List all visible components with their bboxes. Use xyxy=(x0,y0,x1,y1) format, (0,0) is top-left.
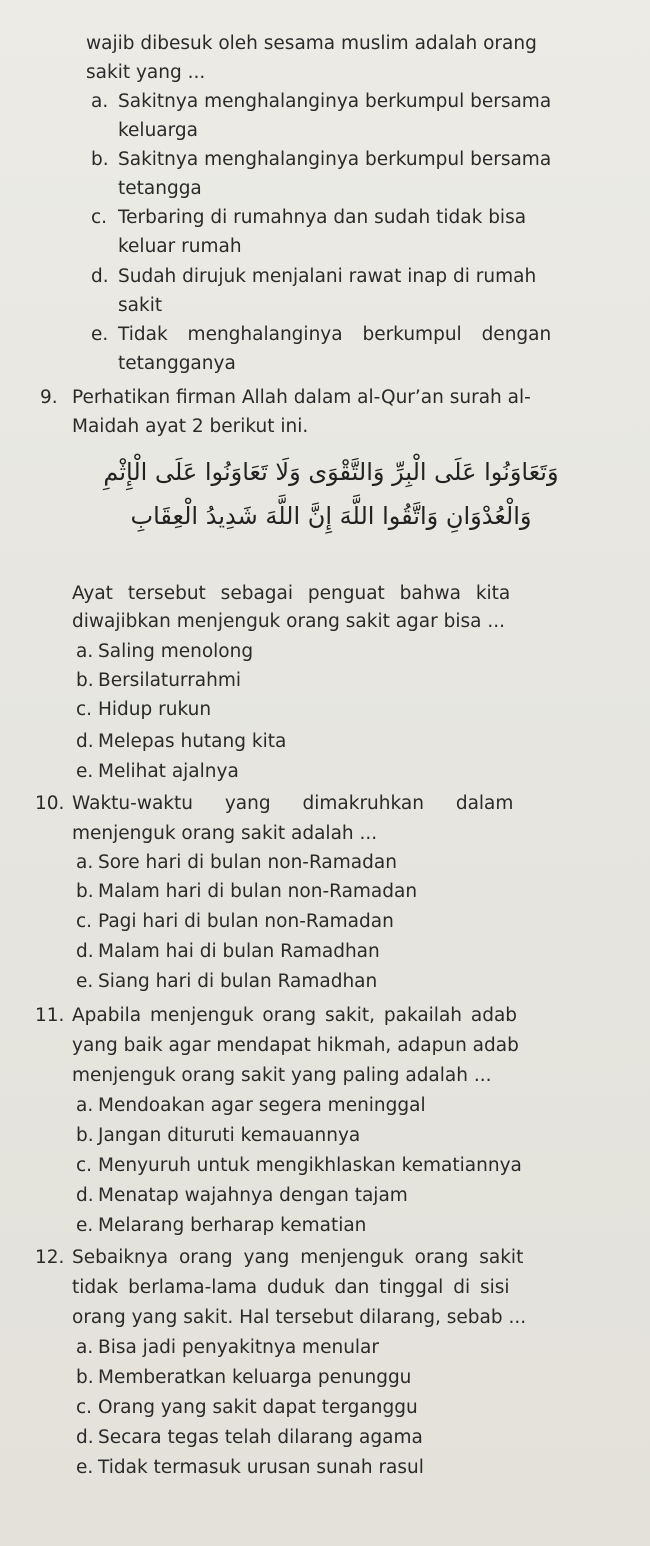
q11-option-a-text: Mendoakan agar segera meninggal xyxy=(98,1095,426,1116)
q12-option-c-letter: c. xyxy=(76,1397,93,1418)
q8-option-c-letter: c. xyxy=(91,207,108,228)
q9-stem-line-1: Perhatikan firman Allah dalam al-Qur’an surah al- xyxy=(72,387,531,408)
q10-option-a-letter: a. xyxy=(76,852,94,873)
q9-number: 9. xyxy=(40,387,58,408)
q8-option-a-letter: a. xyxy=(91,91,109,112)
q12-option-a-letter: a. xyxy=(76,1337,94,1358)
q10-option-c-text: Pagi hari di bulan non-Ramadan xyxy=(98,911,394,932)
q10-option-b-letter: b. xyxy=(76,881,94,902)
q10-option-d-letter: d. xyxy=(76,941,94,962)
q10-option-c-letter: c. xyxy=(76,911,93,932)
q9-option-e-letter: e. xyxy=(76,761,94,782)
q8-option-e-letter: e. xyxy=(91,324,109,345)
q8-option-b-line-2: tetangga xyxy=(118,178,202,199)
q9-option-a-text: Saling menolong xyxy=(98,641,254,662)
q12-stem-line-3: orang yang sakit. Hal tersebut dilarang, sebab ... xyxy=(72,1307,527,1328)
q8-option-b-letter: b. xyxy=(91,149,109,170)
q10-stem-line-2: menjenguk orang sakit adalah ... xyxy=(72,823,378,844)
q11-stem-line-1: Apabila menjenguk orang sakit, pakailah adab xyxy=(72,1005,518,1026)
q8-option-d-line-1: Sudah dirujuk menjalani rawat inap di rumah xyxy=(118,266,537,287)
q11-stem-line-2: yang baik agar mendapat hikmah, adapun adab xyxy=(72,1035,519,1056)
q9-option-e-text: Melihat ajalnya xyxy=(98,761,239,782)
q8-option-e-line-1 xyxy=(118,323,568,347)
q11-option-b-letter: b. xyxy=(76,1125,94,1146)
q12-option-a-text: Bisa jadi penyakitnya menular xyxy=(98,1337,379,1358)
q11-stem-line-3: menjenguk orang sakit yang paling adalah ... xyxy=(72,1065,492,1086)
q8-option-b-line-1: Sakitnya menghalanginya berkumpul bersama xyxy=(118,149,552,170)
q12-option-e-text: Tidak termasuk urusan sunah rasul xyxy=(98,1457,424,1478)
q9-after-line-1: Ayat tersebut sebagai penguat bahwa kita xyxy=(72,583,511,604)
q11-option-d-text: Menatap wajahnya dengan tajam xyxy=(98,1185,408,1206)
q11-option-b-text: Jangan dituruti kemauannya xyxy=(98,1125,361,1146)
q12-number: 12. xyxy=(35,1247,65,1268)
q11-option-c-text: Menyuruh untuk mengikhlaskan kematiannya xyxy=(98,1155,522,1176)
q9-option-c-letter: c. xyxy=(76,699,93,720)
q10-option-e-text: Siang hari di bulan Ramadhan xyxy=(98,971,378,992)
q12-stem-line-2: tidak berlama-lama duduk dan tinggal di sisi xyxy=(72,1277,510,1298)
q11-option-c-letter: c. xyxy=(76,1155,93,1176)
q11-option-d-letter: d. xyxy=(76,1185,94,1206)
q12-option-e-letter: e. xyxy=(76,1457,94,1478)
q8-option-c-line-2: keluar rumah xyxy=(118,236,242,257)
q8-stem-line-1: wajib dibesuk oleh sesama muslim adalah orang xyxy=(86,33,537,54)
q8-option-d-letter: d. xyxy=(91,266,109,287)
q9-stem-line-2: Maidah ayat 2 berikut ini. xyxy=(72,416,309,437)
q9-option-d-letter: d. xyxy=(76,731,94,752)
q12-option-d-text: Secara tegas telah dilarang agama xyxy=(98,1427,423,1448)
q12-stem-line-1: Sebaiknya orang yang menjenguk orang sakit xyxy=(72,1247,524,1268)
q8-option-a-line-1: Sakitnya menghalanginya berkumpul bersama xyxy=(118,91,552,112)
q9-option-a-letter: a. xyxy=(76,641,94,662)
q10-option-d-text: Malam hai di bulan Ramadhan xyxy=(98,941,380,962)
q12-option-c-text: Orang yang sakit dapat terganggu xyxy=(98,1397,418,1418)
q10-option-b-text: Malam hari di bulan non-Ramadan xyxy=(98,881,418,902)
q9-after-line-2: diwajibkan menjenguk orang sakit agar bisa ... xyxy=(72,611,505,632)
q9-option-d-text: Melepas hutang kita xyxy=(98,731,287,752)
q9-option-c-text: Hidup rukun xyxy=(98,699,212,720)
q11-option-e-text: Melarang berharap kematian xyxy=(98,1215,367,1236)
q8-option-c-line-1: Terbaring di rumahnya dan sudah tidak bisa xyxy=(118,207,527,228)
q10-stem-line-1: Waktu-waktu yang dimakruhkan dalam xyxy=(72,793,514,814)
q12-option-b-text: Memberatkan keluarga penunggu xyxy=(98,1367,412,1388)
q11-option-a-letter: a. xyxy=(76,1095,94,1116)
q9-arabic-verse-line-1: وَتَعَاوَنُوا عَلَى الْبِرِّ وَالتَّقْوَى وَلَا تَعَاوَنُوا عَلَى الْإِثْمِ xyxy=(103,458,559,486)
q8-option-d-line-2: sakit xyxy=(118,295,163,316)
q11-number: 11. xyxy=(35,1005,65,1026)
q9-option-b-letter: b. xyxy=(76,670,94,691)
q9-arabic-verse-line-2: وَالْعُدْوَانِ وَاتَّقُوا اللَّهَ إِنَّ اللَّهَ شَدِيدُ الْعِقَابِ xyxy=(130,502,532,530)
q10-option-a-text: Sore hari di bulan non-Ramadan xyxy=(98,852,397,873)
q9-option-b-text: Bersilaturrahmi xyxy=(98,670,242,691)
q8-option-a-line-2: keluarga xyxy=(118,120,198,141)
q10-option-e-letter: e. xyxy=(76,971,94,992)
q8-stem-line-2: sakit yang ... xyxy=(86,62,206,83)
q8-option-e-text: Tidak menghalanginya berkumpul dengan xyxy=(118,324,552,345)
q8-option-e-line-2: tetangganya xyxy=(118,353,236,374)
q10-number: 10. xyxy=(35,793,65,814)
q11-option-e-letter: e. xyxy=(76,1215,94,1236)
q12-option-b-letter: b. xyxy=(76,1367,94,1388)
q12-option-d-letter: d. xyxy=(76,1427,94,1448)
